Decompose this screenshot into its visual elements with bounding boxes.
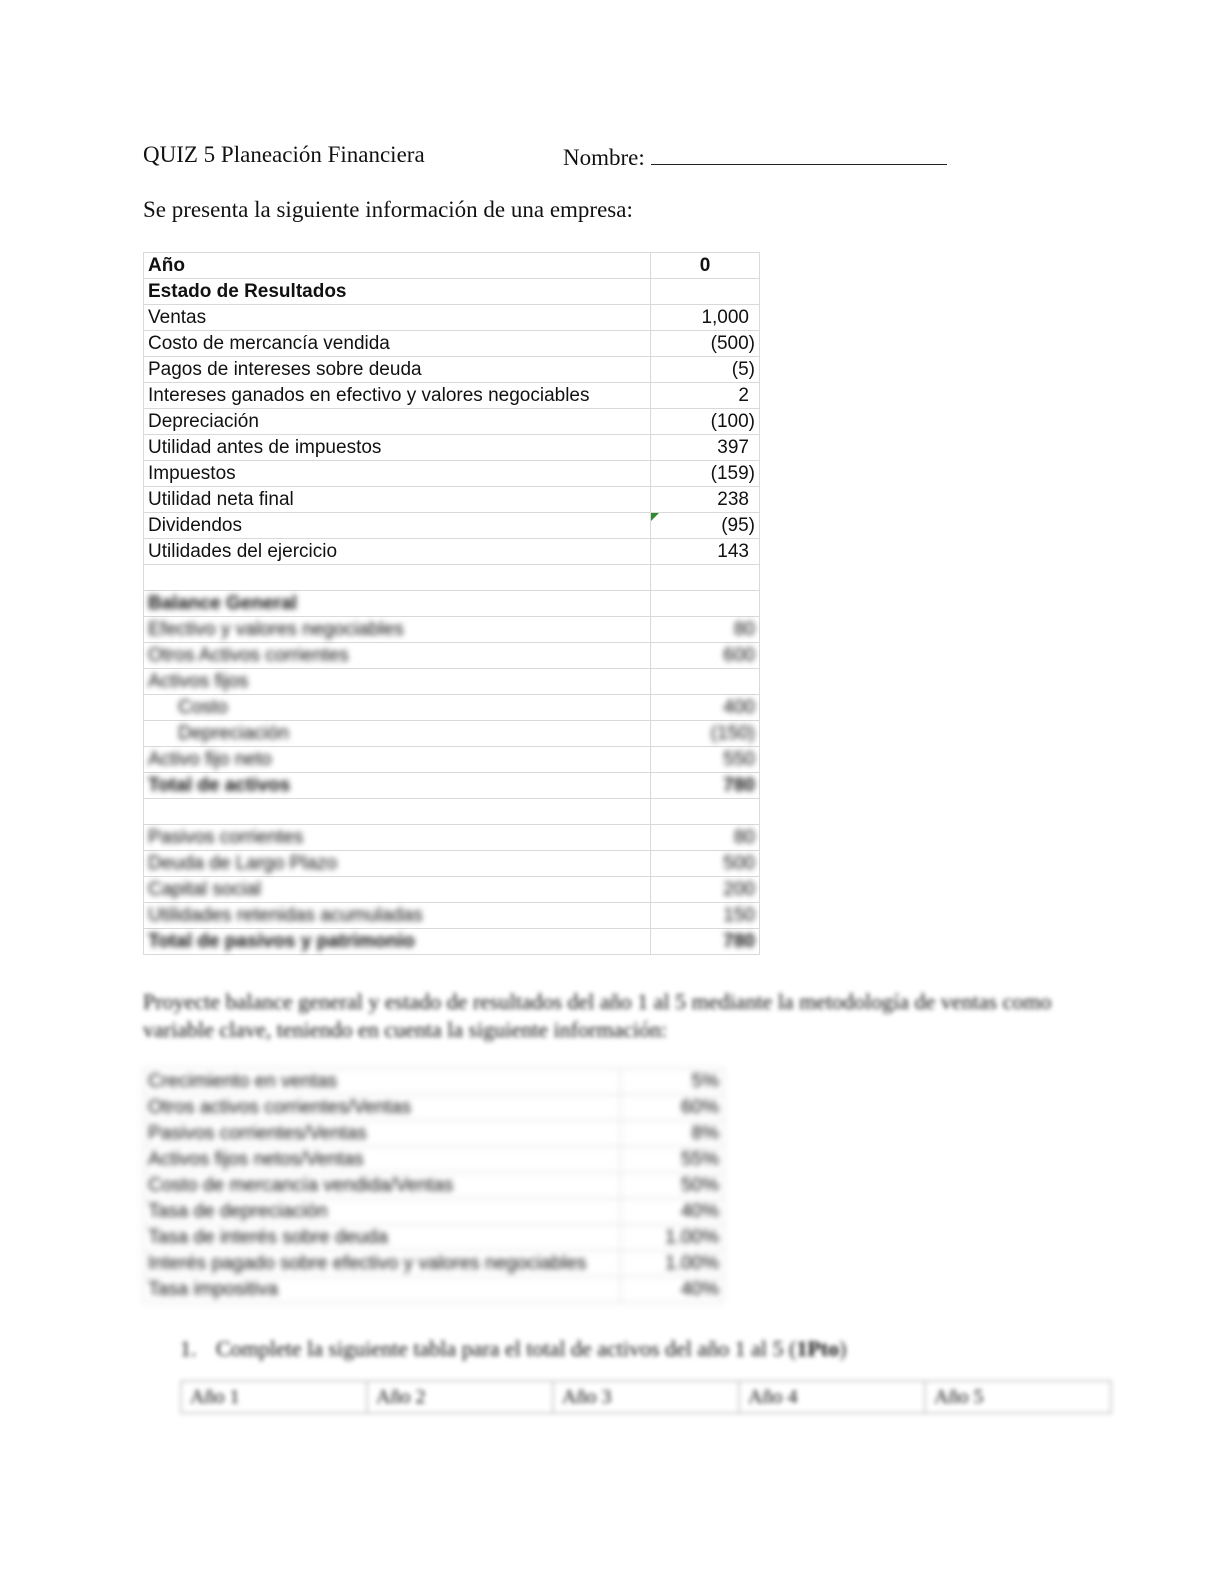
row-value: 150: [651, 903, 760, 929]
row-value: 40%: [621, 1277, 724, 1303]
question-points: 1Pto: [796, 1336, 840, 1361]
row-value: (5): [651, 357, 760, 383]
row-value: 40%: [621, 1199, 724, 1225]
row-label: Activos fijos: [144, 669, 651, 695]
row-label: Impuestos: [144, 461, 651, 487]
table-row: [144, 1277, 724, 1303]
row-value: (159): [651, 461, 760, 487]
row-value: 1.00%: [621, 1225, 724, 1251]
row-label: Pagos de intereses sobre deuda: [144, 357, 651, 383]
row-label: Utilidades del ejercicio: [144, 539, 651, 565]
table-row: [144, 825, 760, 851]
table-row: [144, 695, 760, 721]
instructions-paragraph: Proyecte balance general y estado de resultados del año 1 al 5 mediante la metodología de ventas como variable clave, teniendo en cuenta la siguiente información:: [143, 989, 1052, 1042]
row-value: 143: [651, 539, 760, 565]
table-row: [144, 513, 760, 539]
table-row: [181, 1381, 1111, 1413]
row-value: 500: [651, 851, 760, 877]
table-row: [144, 1095, 724, 1121]
row-value: 780: [651, 773, 760, 799]
table-row: [144, 409, 760, 435]
table-row: [144, 305, 760, 331]
row-label: Depreciación: [144, 409, 651, 435]
row-label: Tasa de interés sobre deuda: [144, 1225, 621, 1251]
row-value: 1,000: [651, 305, 760, 331]
table-row: [144, 877, 760, 903]
row-value: (500): [651, 331, 760, 357]
row-value: 8%: [621, 1121, 724, 1147]
row-label: Interés pagado sobre efectivo y valores negociables: [144, 1251, 621, 1277]
spacer-row: [144, 799, 760, 825]
table-row: [144, 669, 760, 695]
table-row: [144, 929, 760, 955]
row-label: Tasa impositiva: [144, 1277, 621, 1303]
row-value: 400: [651, 695, 760, 721]
year-cell[interactable]: Año 3: [553, 1381, 739, 1413]
row-label: Depreciación: [144, 721, 651, 747]
row-value: 200: [651, 877, 760, 903]
row-label: Utilidades retenidas acumuladas: [144, 903, 651, 929]
row-value: 550: [651, 747, 760, 773]
year-value: 0: [651, 253, 760, 279]
balance-sheet-section: [144, 591, 760, 955]
row-label: Deuda de Largo Plazo: [144, 851, 651, 877]
row-value: 55%: [621, 1147, 724, 1173]
year-header-row: [144, 253, 760, 279]
income-statement-title: Estado de Resultados: [144, 279, 651, 305]
name-field: [563, 142, 947, 171]
balance-sheet-title: Balance General: [144, 591, 651, 617]
table-row: [144, 539, 760, 565]
row-value: 238: [651, 487, 760, 513]
table-row: [144, 643, 760, 669]
table-row: [144, 617, 760, 643]
row-value: (100): [651, 409, 760, 435]
table-row: [144, 721, 760, 747]
table-row: [144, 331, 760, 357]
row-label: Total de activos: [144, 773, 651, 799]
table-row: [144, 1173, 724, 1199]
row-label: Activos fijos netos/Ventas: [144, 1147, 621, 1173]
intro-text: Se presenta la siguiente información de una empresa:: [143, 197, 633, 222]
row-label: Pasivos corrientes/Ventas: [144, 1121, 621, 1147]
name-label: Nombre:: [563, 145, 645, 170]
spacer-row: [144, 565, 760, 591]
row-value: 60%: [621, 1095, 724, 1121]
financial-statements-table: [143, 252, 760, 955]
year-cell[interactable]: Año 2: [367, 1381, 553, 1413]
row-label: Intereses ganados en efectivo y valores negociables: [144, 383, 651, 409]
row-label: Otros activos corrientes/Ventas: [144, 1095, 621, 1121]
question-number: 1.: [180, 1336, 197, 1361]
table-row: [144, 1225, 724, 1251]
row-label: Utilidad neta final: [144, 487, 651, 513]
table-row: [144, 435, 760, 461]
table-row: [144, 1251, 724, 1277]
row-label: Pasivos corrientes: [144, 825, 651, 851]
question-1: [180, 1336, 846, 1362]
year-cell[interactable]: Año 5: [925, 1381, 1111, 1413]
row-label: Activo fijo neto: [144, 747, 651, 773]
row-label: Tasa de depreciación: [144, 1199, 621, 1225]
row-value: 50%: [621, 1173, 724, 1199]
row-label: Costo de mercancía vendida/Ventas: [144, 1173, 621, 1199]
parameters-table: [143, 1068, 724, 1303]
row-value: [651, 669, 760, 695]
year-label: Año: [144, 253, 651, 279]
question-close: ): [839, 1336, 847, 1361]
row-label: Crecimiento en ventas: [144, 1069, 621, 1095]
row-label: Dividendos: [144, 513, 651, 539]
table-row: [144, 383, 760, 409]
table-row: [144, 1147, 724, 1173]
table-row: [144, 1069, 724, 1095]
table-row: [144, 903, 760, 929]
row-value: 5%: [621, 1069, 724, 1095]
row-label: Otros Activos corrientes: [144, 643, 651, 669]
question-text: Complete la siguiente tabla para el total de activos del año 1 al 5 (: [216, 1336, 797, 1361]
table-row: [144, 357, 760, 383]
balance-sheet-title-row: [144, 591, 760, 617]
table-row: [144, 1121, 724, 1147]
row-value: 397: [651, 435, 760, 461]
row-value: 80: [651, 617, 760, 643]
row-label: Ventas: [144, 305, 651, 331]
income-statement-title-row: [144, 279, 760, 305]
table-row: [144, 747, 760, 773]
row-value: 2: [651, 383, 760, 409]
year-cell[interactable]: Año 4: [739, 1381, 925, 1413]
year-cell[interactable]: Año 1: [181, 1381, 367, 1413]
row-value: (150): [651, 721, 760, 747]
row-label: Costo de mercancía vendida: [144, 331, 651, 357]
table-row: [144, 1199, 724, 1225]
row-label: Costo: [144, 695, 651, 721]
name-blank-line[interactable]: [651, 142, 947, 165]
row-value: 80: [651, 825, 760, 851]
table-row: [144, 773, 760, 799]
row-value: 780: [651, 929, 760, 955]
row-label: Total de pasivos y patrimonio: [144, 929, 651, 955]
table-row: [144, 487, 760, 513]
years-answer-table: [180, 1380, 1112, 1414]
table-row: [144, 851, 760, 877]
row-value: 1.00%: [621, 1251, 724, 1277]
row-value: 600: [651, 643, 760, 669]
row-label: Utilidad antes de impuestos: [144, 435, 651, 461]
table-row: [144, 461, 760, 487]
row-value: (95): [651, 513, 760, 539]
quiz-title: QUIZ 5 Planeación Financiera: [143, 142, 425, 167]
row-label: Efectivo y valores negociables: [144, 617, 651, 643]
row-label: Capital social: [144, 877, 651, 903]
